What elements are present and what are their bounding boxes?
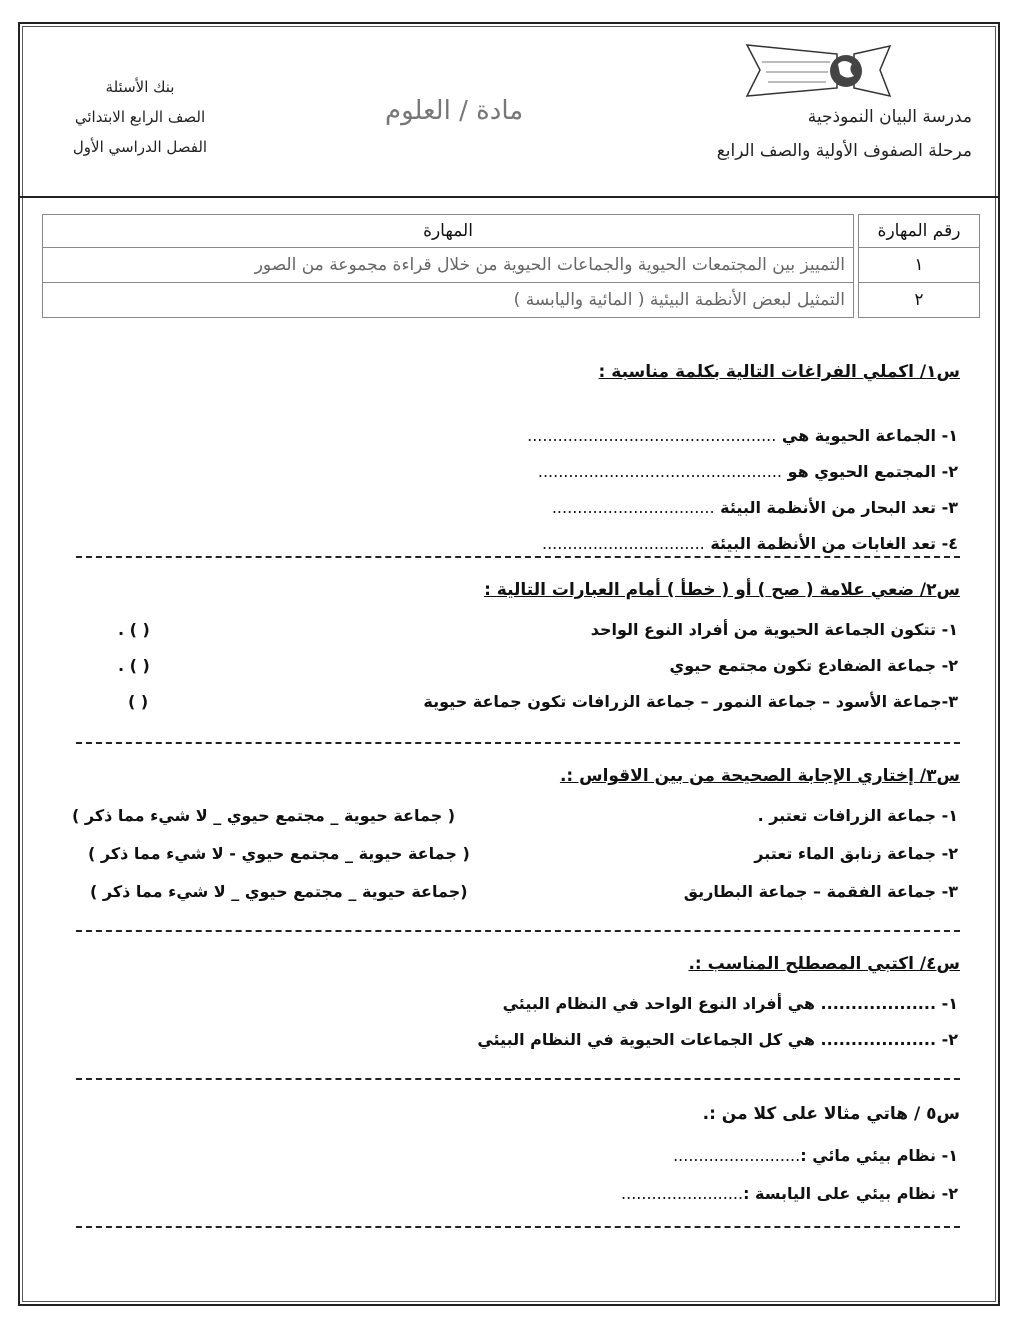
bank-title: بنك الأسئلة bbox=[105, 78, 175, 96]
question-3-item: ٢- جماعة زنابق الماء تعتبر bbox=[754, 844, 958, 863]
term-label: الفصل الدراسي الأول bbox=[72, 138, 208, 156]
question-1-item: ١- الجماعة الحيوية هي ................................................. bbox=[527, 426, 958, 445]
question-3-title: س٣/ إختاري الإجابة الصحيحة من بين الاقواس :. bbox=[559, 766, 960, 786]
section-divider bbox=[76, 556, 960, 558]
question-1-item: ٤- تعد الغابات من الأنظمة البيئة ................................ bbox=[541, 534, 958, 553]
answer-choices: ( جماعة حيوية _ مجتمع حيوي - لا شيء مما ذكر ) bbox=[88, 844, 470, 863]
question-4-title: س٤/ اكتبي المصطلح المناسب :. bbox=[688, 954, 960, 974]
question-4-item: ٢- ................... هي كل الجماعات الحيوية في النظام البيئي bbox=[477, 1030, 958, 1049]
question-2-item: ٣-جماعة الأسود – جماعة النمور – جماعة الزرافات تكون جماعة حيوية bbox=[423, 692, 958, 711]
section-divider bbox=[76, 742, 960, 744]
question-2-item: ٢- جماعة الضفادع تكون مجتمع حيوي bbox=[669, 656, 958, 675]
section-divider bbox=[76, 1078, 960, 1080]
grade-label: الصف الرابع الابتدائي bbox=[74, 108, 206, 126]
question-bank-info bbox=[50, 72, 230, 162]
section-divider bbox=[76, 1226, 960, 1228]
skill-header: المهارة bbox=[43, 215, 854, 248]
answer-box: ( ) . bbox=[118, 620, 150, 639]
answer-choices: (جماعة حيوية _ مجتمع حيوي _ لا شيء مما ذكر ) bbox=[90, 882, 468, 901]
skill-text: التمثيل لبعض الأنظمة البيئية ( المائية واليابسة ) bbox=[43, 283, 854, 318]
skills-header-row bbox=[43, 215, 980, 248]
skills-table bbox=[42, 214, 980, 318]
school-info bbox=[717, 100, 972, 168]
skill-text: التمييز بين المجتمعات الحيوية والجماعات الحيوية من خلال قراءة مجموعة من الصور bbox=[43, 248, 854, 283]
question-1-item: ٣- تعد البحار من الأنظمة البيئة ................................ bbox=[551, 498, 958, 517]
skill-number: ١ bbox=[859, 248, 980, 283]
question-5-title: س٥ / هاتي مثالا على كلا من :. bbox=[702, 1104, 960, 1124]
answer-box: ( ) . bbox=[118, 656, 150, 675]
question-2-item: ١- تتكون الجماعة الحيوية من أفراد النوع الواحد bbox=[590, 620, 958, 639]
question-1-title: س١/ اكملي الفراغات التالية بكلمة مناسبة : bbox=[598, 362, 960, 382]
answer-choices: ( جماعة حيوية _ مجتمع حيوي _ لا شيء مما ذكر ) bbox=[72, 806, 456, 825]
question-3-item: ١- جماعة الزرافات تعتبر . bbox=[757, 806, 958, 825]
question-1-item: ٢- المجتمع الحيوي هو ................................................ bbox=[537, 462, 958, 481]
school-stage: مرحلة الصفوف الأولية والصف الرابع bbox=[716, 141, 972, 161]
subject-title: مادة / العلوم bbox=[385, 96, 524, 126]
school-logo-icon bbox=[742, 40, 892, 100]
question-4-item: ١- ................... هي أفراد النوع الواحد في النظام البيئي bbox=[502, 994, 958, 1013]
section-divider bbox=[76, 930, 960, 932]
question-5-item: ٢- نظام بيئي على اليابسة :........................ bbox=[621, 1184, 958, 1203]
skill-number-header: رقم المهارة bbox=[859, 215, 980, 248]
question-5-item: ١- نظام بيئي مائي :......................... bbox=[673, 1146, 958, 1165]
school-name: مدرسة البيان النموذجية bbox=[807, 107, 972, 127]
skill-row bbox=[43, 248, 980, 283]
skill-number: ٢ bbox=[859, 283, 980, 318]
question-2-title: س٢/ ضعي علامة ( صح ) أو ( خطأ ) أمام العبارات التالية : bbox=[484, 580, 960, 600]
answer-box: ( ) bbox=[128, 692, 149, 711]
question-3-item: ٣- جماعة الفقمة – جماعة البطاريق bbox=[683, 882, 958, 901]
skill-row bbox=[43, 283, 980, 318]
